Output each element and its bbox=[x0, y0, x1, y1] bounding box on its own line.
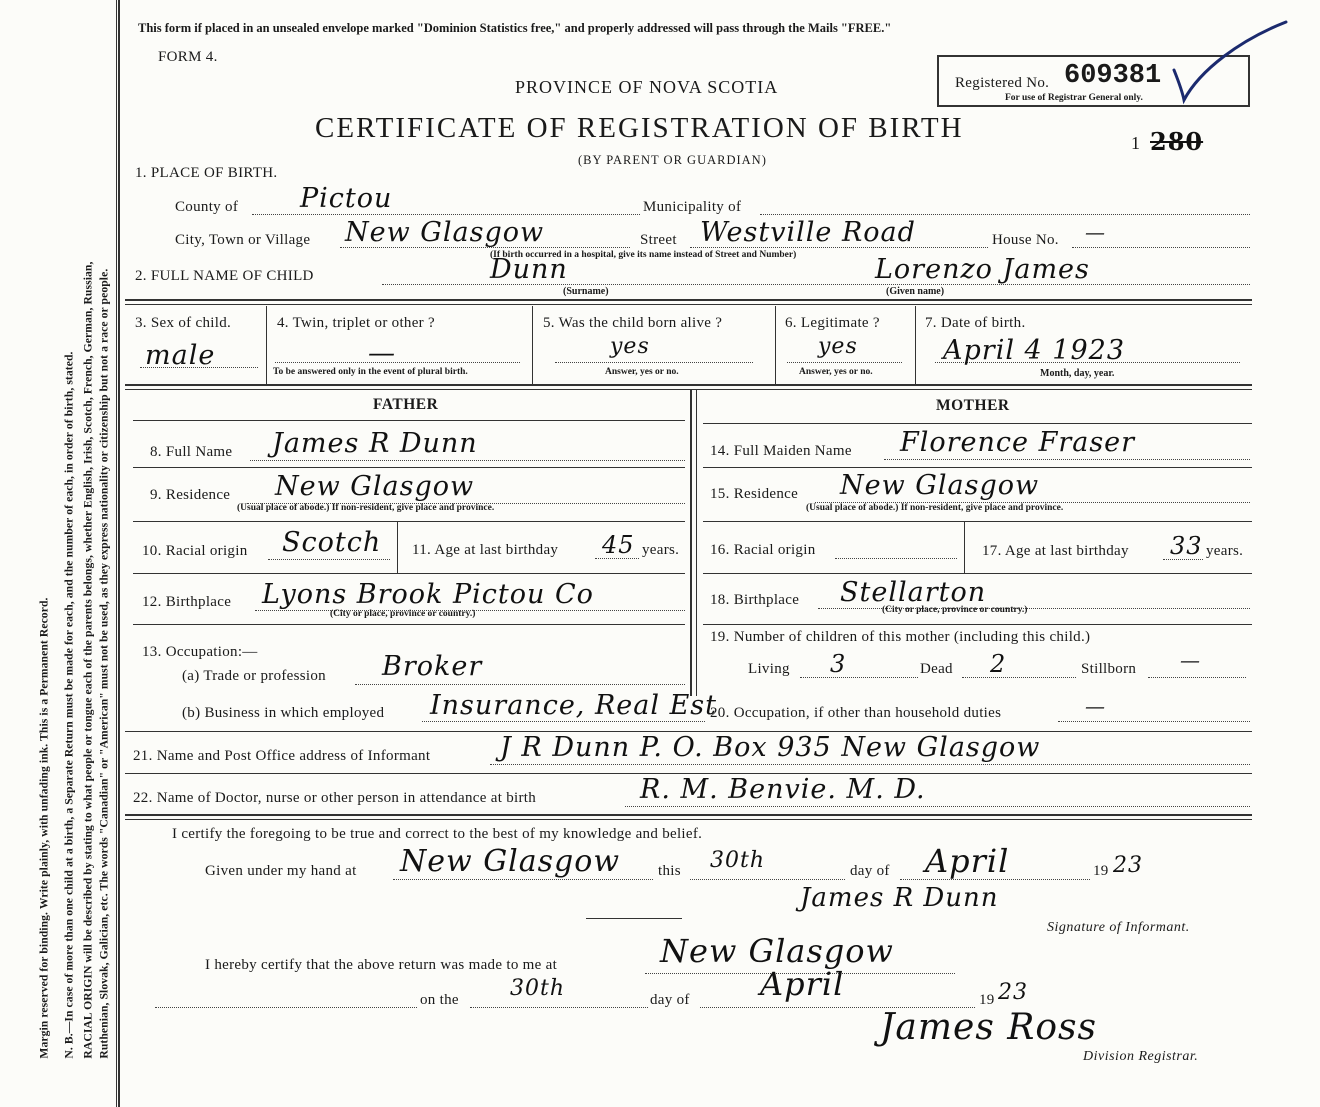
margin-note-racial-origin: RACIAL ORIGIN will be described by stating to what people or tongue each of the parents belongs, whether English, Irish, Scotch, French, German, Russian, bbox=[81, 261, 95, 1059]
twin-note: To be answered only in the event of plural birth. bbox=[273, 367, 468, 377]
hospital-note: (If birth occurred in a hospital, give its name instead of Street and Number) bbox=[490, 250, 797, 260]
living-value: 3 bbox=[830, 650, 847, 678]
county-value: Pictou bbox=[300, 183, 393, 214]
margin-note-racial-origin-cont: Ruthenian, Slovak, Galician, etc. The words "Canadian" or "American" must not be used, as they express nationality or citizenship but not a race or people. bbox=[97, 269, 111, 1059]
registrar-caption: Division Registrar. bbox=[1083, 1049, 1199, 1064]
given-day-of-label: day of bbox=[850, 863, 890, 879]
mother-residence-note: (Usual place of abode.) If non-resident, give place and province. bbox=[806, 503, 1064, 513]
form-number: FORM 4. bbox=[158, 49, 218, 65]
mother-birthplace-value: Stellarton bbox=[840, 577, 987, 608]
legitimate-note: Answer, yes or no. bbox=[799, 367, 873, 377]
house-number-label: House No. bbox=[992, 232, 1059, 248]
province-heading: PROVINCE OF NOVA SCOTIA bbox=[515, 77, 779, 97]
registered-label: Registered No. bbox=[955, 75, 1050, 91]
father-residence-value: New Glasgow bbox=[275, 471, 475, 502]
mother-name-value: Florence Fraser bbox=[900, 427, 1136, 458]
registrar-day-of-label: day of bbox=[650, 992, 690, 1008]
informant-label: 21. Name and Post Office address of Informant bbox=[133, 748, 431, 764]
certify-statement: I certify the foregoing to be true and correct to the best of my knowledge and belief. bbox=[172, 826, 703, 842]
side-mark: 1 bbox=[1131, 133, 1140, 153]
father-age-value: 45 bbox=[602, 531, 635, 559]
mother-age-label: 17. Age at last birthday bbox=[982, 543, 1129, 559]
mother-residence-value: New Glasgow bbox=[840, 470, 1040, 501]
mother-name-label: 14. Full Maiden Name bbox=[710, 443, 852, 459]
doctor-value: R. M. Benvie. M. D. bbox=[640, 774, 926, 805]
father-residence-note: (Usual place of abode.) If non-resident, give place and province. bbox=[237, 503, 495, 513]
mother-birthplace-label: 18. Birthplace bbox=[710, 592, 800, 608]
born-alive-value: yes bbox=[610, 334, 650, 359]
father-residence-label: 9. Residence bbox=[150, 487, 231, 503]
given-month-value: April bbox=[925, 842, 1010, 880]
side-number: 280 bbox=[1150, 127, 1204, 156]
mother-age-years: years. bbox=[1206, 543, 1244, 559]
legitimate-label: 6. Legitimate ? bbox=[785, 315, 880, 331]
father-birthplace-value: Lyons Brook Pictou Co bbox=[262, 579, 594, 610]
this-label: this bbox=[658, 863, 681, 879]
doctor-label: 22. Name of Doctor, nurse or other person in attendance at birth bbox=[133, 790, 537, 806]
date-of-birth-note: Month, day, year. bbox=[1040, 368, 1115, 379]
father-business-label: (b) Business in which employed bbox=[182, 705, 385, 721]
father-birthplace-label: 12. Birthplace bbox=[142, 594, 232, 610]
street-label: Street bbox=[640, 232, 677, 248]
date-of-birth-label: 7. Date of birth. bbox=[925, 315, 1026, 331]
given-year-suffix: 23 bbox=[1113, 853, 1143, 878]
given-place-value: New Glasgow bbox=[400, 844, 621, 879]
date-of-birth-value: April 4 1923 bbox=[943, 335, 1126, 366]
given-name-note: (Given name) bbox=[886, 286, 945, 297]
registrar-year-prefix: 19 bbox=[979, 992, 995, 1008]
registrar-month-value: April bbox=[760, 965, 845, 1003]
city-label: City, Town or Village bbox=[175, 232, 311, 248]
twin-value: — bbox=[368, 338, 396, 369]
mother-occupation-value: — bbox=[1085, 694, 1106, 718]
municipality-label: Municipality of bbox=[643, 199, 742, 215]
informant-value: J R Dunn P. O. Box 935 New Glasgow bbox=[500, 732, 1041, 763]
house-number-value: — bbox=[1085, 220, 1106, 244]
father-heading: FATHER bbox=[373, 396, 439, 413]
county-label: County of bbox=[175, 199, 239, 215]
registrar-day-value: 30th bbox=[510, 976, 566, 1001]
registrar-year-suffix: 23 bbox=[998, 980, 1028, 1005]
informant-signature: James R Dunn bbox=[800, 883, 999, 913]
registered-number: 609381 bbox=[1064, 61, 1162, 91]
child-given-name: Lorenzo James bbox=[875, 254, 1090, 285]
check-mark-icon bbox=[1170, 20, 1290, 110]
legitimate-value: yes bbox=[818, 334, 858, 359]
father-age-years: years. bbox=[642, 542, 680, 558]
surname-note: (Surname) bbox=[563, 286, 609, 297]
stillborn-label: Stillborn bbox=[1081, 661, 1137, 677]
margin-note-binding: Margin reserved for binding. Write plainly, with unfading ink. This is a Permanent Record. bbox=[37, 597, 51, 1059]
child-surname: Dunn bbox=[490, 254, 568, 285]
certificate-subtitle: (BY PARENT OR GUARDIAN) bbox=[578, 153, 767, 167]
father-racial-origin-value: Scotch bbox=[282, 527, 382, 558]
place-of-birth-heading: 1. PLACE OF BIRTH. bbox=[135, 165, 278, 181]
mail-note: This form if placed in an unsealed envelope marked "Dominion Statistics free," and properly addressed will pass through the Mails "FREE." bbox=[138, 21, 892, 35]
father-racial-origin-label: 10. Racial origin bbox=[142, 543, 248, 559]
father-occupation-label: 13. Occupation:— bbox=[142, 644, 258, 660]
registrar-statement: I hereby certify that the above return was made to me at bbox=[205, 957, 558, 973]
registrar-on-the-label: on the bbox=[420, 992, 459, 1008]
given-under-hand-label: Given under my hand at bbox=[205, 863, 357, 879]
registrar-general-note: For use of Registrar General only. bbox=[1005, 93, 1143, 103]
certificate-title: CERTIFICATE OF REGISTRATION OF BIRTH bbox=[315, 112, 964, 144]
binding-margin bbox=[0, 0, 120, 1107]
dead-label: Dead bbox=[920, 661, 953, 677]
stillborn-value: — bbox=[1180, 648, 1201, 672]
mother-age-value: 33 bbox=[1170, 532, 1203, 560]
mother-birthplace-note: (City or place, province or country.) bbox=[882, 605, 1028, 615]
father-trade-label: (a) Trade or profession bbox=[182, 668, 326, 684]
father-business-value: Insurance, Real Est bbox=[430, 690, 717, 721]
born-alive-note: Answer, yes or no. bbox=[605, 367, 679, 377]
mother-residence-label: 15. Residence bbox=[710, 486, 799, 502]
twin-label: 4. Twin, triplet or other ? bbox=[277, 315, 435, 331]
informant-signature-caption: Signature of Informant. bbox=[1047, 920, 1190, 935]
sex-value: male bbox=[145, 340, 216, 371]
city-value: New Glasgow bbox=[345, 217, 545, 248]
mother-racial-origin-label: 16. Racial origin bbox=[710, 542, 816, 558]
living-label: Living bbox=[748, 661, 790, 677]
born-alive-label: 5. Was the child born alive ? bbox=[543, 315, 723, 331]
father-age-label: 11. Age at last birthday bbox=[412, 542, 559, 558]
father-name-value: James R Dunn bbox=[272, 428, 478, 459]
father-birthplace-note: (City or place, province or country.) bbox=[330, 609, 476, 619]
children-count-label: 19. Number of children of this mother (including this child.) bbox=[710, 629, 1091, 645]
father-name-label: 8. Full Name bbox=[150, 444, 233, 460]
mother-heading: MOTHER bbox=[936, 397, 1010, 414]
registrar-place-value: New Glasgow bbox=[660, 932, 894, 970]
given-day-value: 30th bbox=[710, 848, 766, 873]
margin-note-multiple-births: N. B.—In case of more than one child at a birth, a Separate Return must be made for each, and the number of each, in order of birth, stated. bbox=[62, 351, 76, 1059]
given-year-prefix: 19 bbox=[1093, 863, 1109, 879]
dead-value: 2 bbox=[990, 650, 1007, 678]
sex-label: 3. Sex of child. bbox=[135, 315, 232, 331]
street-value: Westville Road bbox=[700, 217, 916, 248]
father-trade-value: Broker bbox=[382, 651, 483, 682]
registrar-signature: James Ross bbox=[880, 1007, 1097, 1048]
mother-occupation-label: 20. Occupation, if other than household duties bbox=[710, 705, 1002, 721]
child-name-label: 2. FULL NAME OF CHILD bbox=[135, 268, 314, 284]
